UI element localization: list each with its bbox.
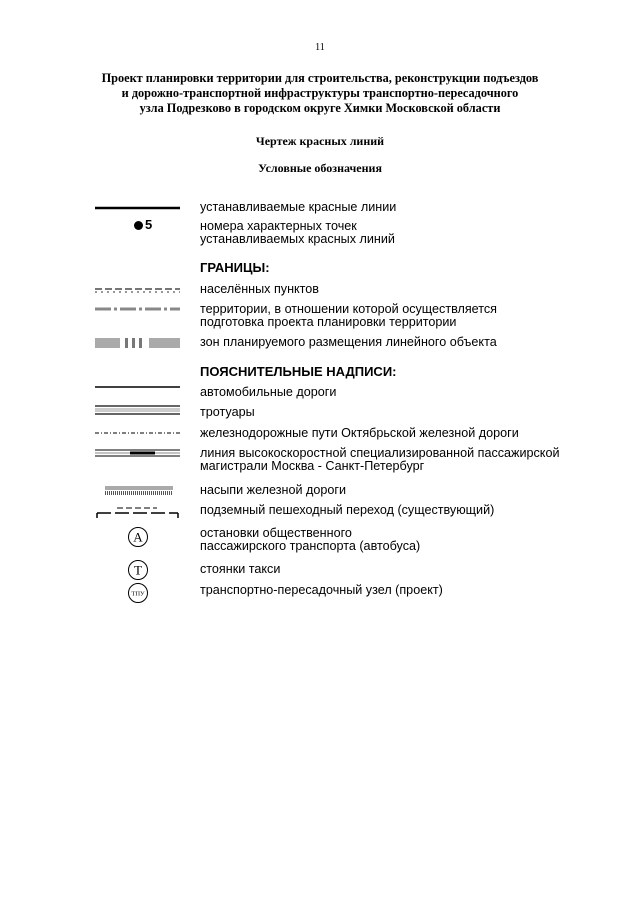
red-line-symbol bbox=[95, 203, 180, 213]
underpass-symbol bbox=[95, 505, 180, 519]
settlements-label: населённых пунктов bbox=[200, 282, 319, 296]
zones-label: зон планируемого размещения линейного объекта bbox=[200, 335, 497, 349]
hsr-label-2: магистрали Москва - Санкт-Петербург bbox=[200, 459, 425, 473]
notes-header: ПОЯСНИТЕЛЬНЫЕ НАДПИСИ: bbox=[200, 364, 397, 379]
red-lines-label: устанавливаемые красные линии bbox=[200, 200, 397, 214]
taxi-letter: Т bbox=[134, 562, 142, 578]
hsr-label-1: линия высокоскоростной специализированной пассажирской bbox=[200, 446, 560, 460]
railway-label: железнодорожные пути Октябрьской железной дороги bbox=[200, 426, 519, 440]
bus-stop-letter: А bbox=[133, 529, 143, 545]
territory-label-2: подготовка проекта планировки территории bbox=[200, 315, 457, 329]
tpu-label: транспортно-пересадочный узел (проект) bbox=[200, 583, 443, 597]
sidewalks-label: тротуары bbox=[200, 405, 255, 419]
embankment-label: насыпи железной дороги bbox=[200, 483, 347, 497]
point-marker-symbol bbox=[134, 221, 143, 230]
document-title bbox=[40, 71, 600, 116]
legend-title: Условные обозначения bbox=[258, 161, 382, 175]
underpass-label: подземный пешеходный переход (существующий) bbox=[200, 503, 495, 517]
territory-boundary-symbol bbox=[95, 306, 180, 312]
hsr-line-symbol bbox=[95, 448, 180, 458]
railway-symbol bbox=[95, 430, 180, 436]
roads-symbol bbox=[95, 384, 180, 390]
settlement-boundary-symbol bbox=[95, 286, 180, 295]
bus-stop-label-2: пассажирского транспорта (автобуса) bbox=[200, 539, 421, 553]
tpu-icon bbox=[127, 582, 149, 604]
taxi-label: стоянки такси bbox=[200, 562, 281, 576]
title-line-3: узла Подрезково в городском округе Химки Московской области bbox=[139, 101, 501, 115]
taxi-icon bbox=[127, 559, 149, 581]
point-numbers-label-2: устанавливаемых красных линий bbox=[200, 232, 395, 246]
title-line-1: Проект планировки территории для строительства, реконструкции подъездов bbox=[101, 71, 539, 85]
roads-label: автомобильные дороги bbox=[200, 385, 337, 399]
title-line-2: и дорожно-транспортной инфраструктуры транспортно-пересадочного bbox=[121, 86, 519, 100]
drawing-title: Чертеж красных линий bbox=[255, 134, 385, 148]
boundaries-header: ГРАНИЦЫ: bbox=[200, 260, 270, 275]
page-number: 11 bbox=[315, 42, 325, 53]
zone-boundary-symbol bbox=[95, 337, 180, 349]
embankment-symbol bbox=[105, 486, 173, 496]
point-numbers-label-1: номера характерных точек bbox=[200, 219, 357, 233]
tpu-letters: ТПУ bbox=[131, 590, 145, 598]
bus-stop-icon bbox=[127, 526, 149, 548]
sidewalks-symbol bbox=[95, 404, 180, 416]
territory-label-1: территории, в отношении которой осуществляется bbox=[200, 302, 497, 316]
point-number-sample: 5 bbox=[145, 217, 153, 232]
bus-stop-label-1: остановки общественного bbox=[200, 526, 352, 540]
